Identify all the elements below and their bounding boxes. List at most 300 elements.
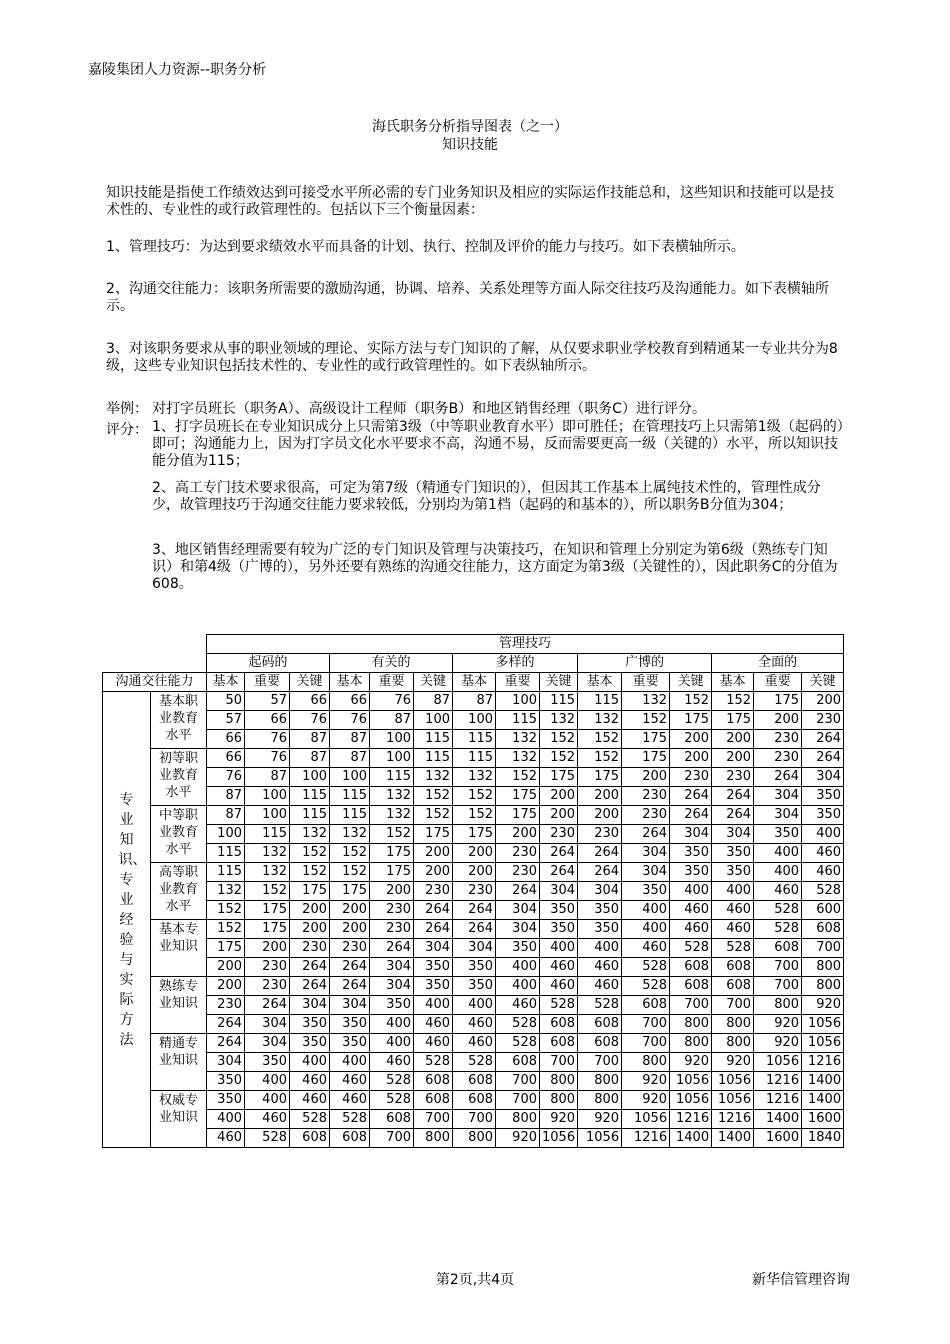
score-cell: 200 <box>330 920 370 939</box>
score-cell: 100 <box>453 711 496 730</box>
score-cell: 175 <box>330 882 370 901</box>
score-cell: 175 <box>370 844 414 863</box>
score-cell: 920 <box>496 1129 540 1148</box>
score-cell: 264 <box>330 958 370 977</box>
score-cell: 460 <box>330 1091 370 1110</box>
comm-level-1: 基本 <box>578 673 622 692</box>
table-row <box>103 787 844 806</box>
document-subtitle: 知识技能 <box>442 137 498 153</box>
score-cell: 608 <box>578 1015 622 1034</box>
score-cell: 132 <box>370 806 414 825</box>
score-cell: 460 <box>207 1129 245 1148</box>
score-cell: 132 <box>245 844 290 863</box>
score-cell: 200 <box>414 863 453 882</box>
score-cell: 264 <box>453 901 496 920</box>
score-cell: 304 <box>754 806 802 825</box>
score-cell: 115 <box>290 787 330 806</box>
score-cell: 230 <box>330 939 370 958</box>
score-cell: 200 <box>622 768 670 787</box>
header-company: 嘉陵集团人力资源--职务分析 <box>88 62 267 78</box>
score-cell: 152 <box>453 806 496 825</box>
table-row <box>103 768 844 787</box>
score-cell: 304 <box>453 939 496 958</box>
score-cell: 350 <box>754 825 802 844</box>
score-cell: 87 <box>207 806 245 825</box>
score-cell: 57 <box>207 711 245 730</box>
score-cell: 608 <box>670 977 712 996</box>
table-row <box>103 806 844 825</box>
score-cell: 1216 <box>754 1091 802 1110</box>
score-cell: 175 <box>496 806 540 825</box>
score-cell: 304 <box>245 1015 290 1034</box>
score-cell: 460 <box>496 996 540 1015</box>
comm-level-2: 重要 <box>754 673 802 692</box>
score-cell: 920 <box>622 1072 670 1091</box>
score-cell: 304 <box>496 901 540 920</box>
score-cell: 264 <box>670 806 712 825</box>
score-cell: 700 <box>622 1034 670 1053</box>
score-cell: 460 <box>330 1072 370 1091</box>
score-cell: 76 <box>245 730 290 749</box>
score-cell: 460 <box>670 901 712 920</box>
score-cell: 115 <box>207 844 245 863</box>
score-cell: 350 <box>802 806 844 825</box>
score-cell: 200 <box>290 920 330 939</box>
score-cell: 304 <box>290 996 330 1015</box>
management-level-2: 有关的 <box>330 654 453 673</box>
score-cell: 132 <box>290 825 330 844</box>
knowledge-level-label: 权威专业知识 <box>151 1091 207 1148</box>
score-cell: 230 <box>245 958 290 977</box>
score-cell: 76 <box>290 711 330 730</box>
score-cell: 800 <box>670 1034 712 1053</box>
score-cell: 152 <box>330 844 370 863</box>
score-cell: 1216 <box>754 1072 802 1091</box>
document-title: 海氏职务分析指导图表（之一） <box>372 119 568 135</box>
score-cell: 230 <box>370 920 414 939</box>
table-row <box>103 730 844 749</box>
score-cell: 132 <box>370 787 414 806</box>
score-cell: 115 <box>540 692 578 711</box>
score-cell: 608 <box>496 1053 540 1072</box>
score-cell: 304 <box>622 844 670 863</box>
score-cell: 400 <box>496 958 540 977</box>
score-cell: 115 <box>370 768 414 787</box>
score-cell: 264 <box>414 901 453 920</box>
score-cell: 100 <box>414 711 453 730</box>
score-cell: 264 <box>622 825 670 844</box>
score-cell: 264 <box>290 977 330 996</box>
score-cell: 608 <box>712 977 754 996</box>
score-cell: 230 <box>370 901 414 920</box>
score-cell: 800 <box>802 958 844 977</box>
comm-level-2: 重要 <box>370 673 414 692</box>
score-cell: 200 <box>540 787 578 806</box>
corner-cell <box>103 635 207 673</box>
score-cell: 400 <box>370 1034 414 1053</box>
score-cell: 700 <box>622 1015 670 1034</box>
hay-knowledge-table <box>102 634 844 1148</box>
score-cell: 200 <box>453 863 496 882</box>
score-cell: 528 <box>622 977 670 996</box>
score-cell: 800 <box>414 1129 453 1148</box>
score-cell: 400 <box>754 844 802 863</box>
score-cell: 152 <box>622 711 670 730</box>
table-row <box>103 1072 844 1091</box>
score-cell: 200 <box>578 787 622 806</box>
score-cell: 304 <box>414 939 453 958</box>
score-cell: 350 <box>540 920 578 939</box>
score-cell: 700 <box>578 1053 622 1072</box>
management-level-1: 起码的 <box>207 654 330 673</box>
score-cell: 460 <box>622 939 670 958</box>
table-row <box>103 711 844 730</box>
score-cell: 200 <box>370 882 414 901</box>
score-cell: 528 <box>290 1110 330 1129</box>
score-cell: 608 <box>670 958 712 977</box>
score-cell: 528 <box>330 1110 370 1129</box>
score-cell: 920 <box>754 1034 802 1053</box>
score-cell: 175 <box>670 711 712 730</box>
score-cell: 152 <box>578 749 622 768</box>
score-cell: 264 <box>802 749 844 768</box>
score-cell: 350 <box>670 863 712 882</box>
score-cell: 460 <box>578 958 622 977</box>
score-cell: 200 <box>414 844 453 863</box>
table-row <box>103 863 844 882</box>
score-cell: 608 <box>453 1072 496 1091</box>
score-cell: 264 <box>754 768 802 787</box>
score-cell: 115 <box>290 806 330 825</box>
knowledge-axis-label <box>103 692 151 1148</box>
comm-level-2: 重要 <box>245 673 290 692</box>
score-cell: 460 <box>578 977 622 996</box>
table-row <box>103 1015 844 1034</box>
score-cell: 1400 <box>802 1091 844 1110</box>
score-cell: 200 <box>496 825 540 844</box>
score-cell: 700 <box>802 939 844 958</box>
score-cell: 152 <box>414 806 453 825</box>
score-cell: 1056 <box>802 1015 844 1034</box>
score-cell: 350 <box>414 977 453 996</box>
score-cell: 100 <box>330 768 370 787</box>
score-cell: 1056 <box>754 1053 802 1072</box>
score-cell: 100 <box>290 768 330 787</box>
score-cell: 175 <box>540 768 578 787</box>
score-cell: 264 <box>370 939 414 958</box>
score-cell: 608 <box>540 1015 578 1034</box>
score-cell: 76 <box>370 692 414 711</box>
score-cell: 400 <box>245 1091 290 1110</box>
score-cell: 528 <box>496 1015 540 1034</box>
score-cell: 400 <box>754 863 802 882</box>
score-cell: 350 <box>330 1015 370 1034</box>
score-cell: 700 <box>712 996 754 1015</box>
score-cell: 264 <box>578 844 622 863</box>
score-cell: 800 <box>622 1053 670 1072</box>
score-cell: 400 <box>207 1110 245 1129</box>
score-cell: 66 <box>207 749 245 768</box>
comm-level-1: 基本 <box>453 673 496 692</box>
score-cell: 350 <box>802 787 844 806</box>
score-cell: 264 <box>453 920 496 939</box>
score-cell: 700 <box>496 1072 540 1091</box>
score-cell: 304 <box>540 882 578 901</box>
score-cell: 264 <box>207 1034 245 1053</box>
score-cell: 100 <box>496 692 540 711</box>
score-cell: 152 <box>245 882 290 901</box>
score-cell: 200 <box>578 806 622 825</box>
knowledge-axis-text: 专业知识、专业经验与实际方法 <box>118 791 147 1048</box>
score-cell: 460 <box>290 1072 330 1091</box>
score-cell: 115 <box>496 711 540 730</box>
score-cell: 350 <box>207 1091 245 1110</box>
score-cell: 87 <box>370 711 414 730</box>
score-cell: 230 <box>540 825 578 844</box>
score-cell: 460 <box>370 1053 414 1072</box>
score-cell: 264 <box>540 863 578 882</box>
score-cell: 304 <box>712 825 754 844</box>
example-text: 对打字员班长（职务A）、高级设计工程师（职务B）和地区销售经理（职务C）进行评分。 <box>152 401 706 417</box>
score-cell: 528 <box>245 1129 290 1148</box>
score-cell: 132 <box>622 692 670 711</box>
table-row <box>103 996 844 1015</box>
score-cell: 608 <box>578 1034 622 1053</box>
score-cell: 460 <box>540 958 578 977</box>
score-cell: 350 <box>540 901 578 920</box>
score-cell: 152 <box>414 787 453 806</box>
score-cell: 350 <box>453 977 496 996</box>
score-cell: 264 <box>414 920 453 939</box>
score-cell: 152 <box>712 692 754 711</box>
score-cell: 152 <box>370 825 414 844</box>
score-cell: 608 <box>712 958 754 977</box>
score-cell: 608 <box>414 1091 453 1110</box>
score-cell: 132 <box>207 882 245 901</box>
score-cell: 460 <box>453 1034 496 1053</box>
table-row <box>103 958 844 977</box>
score-cell: 350 <box>453 958 496 977</box>
score-cell: 800 <box>496 1110 540 1129</box>
score-cell: 200 <box>290 901 330 920</box>
score-cell: 608 <box>330 1129 370 1148</box>
score-cell: 400 <box>622 920 670 939</box>
score-cell: 200 <box>712 749 754 768</box>
score-cell: 1400 <box>712 1129 754 1148</box>
score-cell: 920 <box>754 1015 802 1034</box>
score-cell: 264 <box>496 882 540 901</box>
score-cell: 460 <box>712 901 754 920</box>
score-cell: 152 <box>496 768 540 787</box>
score-cell: 460 <box>245 1110 290 1129</box>
score-cell: 87 <box>207 787 245 806</box>
score-cell: 460 <box>414 1034 453 1053</box>
score-cell: 700 <box>370 1129 414 1148</box>
score-cell: 264 <box>245 996 290 1015</box>
score-cell: 350 <box>207 1072 245 1091</box>
score-cell: 87 <box>414 692 453 711</box>
score-cell: 800 <box>802 977 844 996</box>
score-cell: 608 <box>754 939 802 958</box>
score-cell: 800 <box>453 1129 496 1148</box>
score-cell: 350 <box>712 863 754 882</box>
score-cell: 115 <box>414 749 453 768</box>
score-cell: 200 <box>330 901 370 920</box>
score-cell: 132 <box>414 768 453 787</box>
scoring-label: 评分： <box>106 422 148 438</box>
score-cell: 400 <box>578 939 622 958</box>
score-cell: 175 <box>290 882 330 901</box>
score-cell: 175 <box>622 730 670 749</box>
comm-level-2: 重要 <box>496 673 540 692</box>
score-cell: 264 <box>540 844 578 863</box>
score-cell: 400 <box>540 939 578 958</box>
table-row <box>103 901 844 920</box>
score-cell: 175 <box>453 825 496 844</box>
score-cell: 50 <box>207 692 245 711</box>
score-cell: 87 <box>330 730 370 749</box>
score-cell: 152 <box>290 863 330 882</box>
score-cell: 700 <box>453 1110 496 1129</box>
score-cell: 200 <box>207 958 245 977</box>
score-cell: 1056 <box>670 1091 712 1110</box>
score-cell: 800 <box>540 1091 578 1110</box>
score-cell: 304 <box>670 825 712 844</box>
score-cell: 350 <box>622 882 670 901</box>
score-cell: 66 <box>330 692 370 711</box>
score-cell: 920 <box>578 1110 622 1129</box>
score-cell: 230 <box>754 749 802 768</box>
score-cell: 87 <box>290 749 330 768</box>
score-cell: 230 <box>802 711 844 730</box>
score-cell: 400 <box>622 901 670 920</box>
score-cell: 304 <box>496 920 540 939</box>
score-cell: 175 <box>754 692 802 711</box>
table-row <box>103 1110 844 1129</box>
factor-management: 1、管理技巧：为达到要求绩效水平而具备的计划、执行、控制及评价的能力与技巧。如下表横轴所示。 <box>106 239 745 255</box>
footer-company: 新华信管理咨询 <box>752 1272 850 1288</box>
score-cell: 132 <box>496 730 540 749</box>
table-row <box>103 1129 844 1148</box>
score-cell: 460 <box>802 844 844 863</box>
score-cell: 175 <box>622 749 670 768</box>
score-cell: 1056 <box>670 1072 712 1091</box>
score-cell: 304 <box>370 958 414 977</box>
score-cell: 175 <box>245 901 290 920</box>
score-cell: 152 <box>207 920 245 939</box>
score-cell: 350 <box>578 920 622 939</box>
score-cell: 152 <box>453 787 496 806</box>
score-cell: 700 <box>496 1091 540 1110</box>
score-cell: 100 <box>207 825 245 844</box>
score-cell: 608 <box>802 920 844 939</box>
score-cell: 230 <box>712 768 754 787</box>
scoring-item-3: 3、地区销售经理需要有较为广泛的专门知识及管理与决策技巧，在知识和管理上分别定为第6级（熟练专门知识）和第4级（广博的），另外还要有熟练的沟通交往能力，这方面定为第3级（关键性的），因此职务C的分值为608。 <box>152 542 838 592</box>
management-level-4: 广博的 <box>578 654 712 673</box>
score-cell: 230 <box>670 768 712 787</box>
footer-page-number: 第2页,共4页 <box>435 1272 515 1288</box>
score-cell: 264 <box>578 863 622 882</box>
score-cell: 264 <box>712 806 754 825</box>
score-cell: 1056 <box>712 1091 754 1110</box>
score-cell: 152 <box>207 901 245 920</box>
score-cell: 1216 <box>712 1110 754 1129</box>
score-cell: 460 <box>802 863 844 882</box>
score-cell: 264 <box>290 958 330 977</box>
score-cell: 460 <box>670 920 712 939</box>
score-cell: 264 <box>712 787 754 806</box>
score-cell: 1600 <box>754 1129 802 1148</box>
score-cell: 175 <box>370 863 414 882</box>
table-row <box>103 920 844 939</box>
score-cell: 115 <box>414 730 453 749</box>
score-cell: 264 <box>207 1015 245 1034</box>
score-cell: 115 <box>453 749 496 768</box>
score-cell: 1216 <box>622 1129 670 1148</box>
score-cell: 132 <box>330 825 370 844</box>
score-cell: 132 <box>245 863 290 882</box>
factor-communication: 2、沟通交往能力：该职务所需要的激励沟通，协调、培养、关系处理等方面人际交往技巧及沟通能力。如下表横轴所示。 <box>106 281 829 314</box>
score-cell: 608 <box>453 1091 496 1110</box>
score-cell: 920 <box>802 996 844 1015</box>
score-cell: 304 <box>245 1034 290 1053</box>
score-cell: 152 <box>540 730 578 749</box>
score-cell: 400 <box>802 825 844 844</box>
score-cell: 304 <box>754 787 802 806</box>
table-row <box>103 1053 844 1072</box>
score-cell: 76 <box>330 711 370 730</box>
score-cell: 400 <box>414 996 453 1015</box>
score-cell: 100 <box>370 749 414 768</box>
score-cell: 175 <box>712 711 754 730</box>
score-cell: 1400 <box>670 1129 712 1148</box>
score-cell: 800 <box>578 1091 622 1110</box>
score-cell: 200 <box>453 844 496 863</box>
score-cell: 76 <box>245 749 290 768</box>
table-row <box>103 825 844 844</box>
score-cell: 152 <box>540 749 578 768</box>
score-cell: 1600 <box>802 1110 844 1129</box>
score-cell: 528 <box>670 939 712 958</box>
score-cell: 460 <box>540 977 578 996</box>
score-cell: 1056 <box>578 1129 622 1148</box>
score-cell: 175 <box>245 920 290 939</box>
score-cell: 152 <box>670 692 712 711</box>
score-cell: 152 <box>578 730 622 749</box>
score-cell: 115 <box>207 863 245 882</box>
score-cell: 350 <box>712 844 754 863</box>
score-cell: 230 <box>414 882 453 901</box>
score-cell: 700 <box>540 1053 578 1072</box>
score-cell: 700 <box>670 996 712 1015</box>
score-cell: 66 <box>290 692 330 711</box>
score-cell: 1216 <box>670 1110 712 1129</box>
score-cell: 608 <box>290 1129 330 1148</box>
intro-paragraph: 知识技能是指使工作绩效达到可接受水平所必需的专门业务知识及相应的实际运作技能总和，这些知识和技能可以是技术性的、专业性的或行政管理性的。包括以下三个衡量因素： <box>106 185 834 218</box>
score-cell: 528 <box>370 1072 414 1091</box>
comm-level-2: 重要 <box>622 673 670 692</box>
score-cell: 1056 <box>802 1034 844 1053</box>
score-cell: 1400 <box>802 1072 844 1091</box>
score-cell: 700 <box>754 977 802 996</box>
score-cell: 175 <box>207 939 245 958</box>
factor-knowledge: 3、对该职务要求从事的职业领域的理论、实际方法与专门知识的了解，从仅要求职业学校教育到精通某一专业共分为8级，这些专业知识包括技术性的、专业性的或行政管理性的。如下表纵轴所示。 <box>106 341 838 374</box>
score-cell: 400 <box>670 882 712 901</box>
score-cell: 152 <box>330 863 370 882</box>
knowledge-level-label: 高等职业教育水平 <box>151 863 207 920</box>
score-cell: 528 <box>453 1053 496 1072</box>
score-cell: 304 <box>578 882 622 901</box>
